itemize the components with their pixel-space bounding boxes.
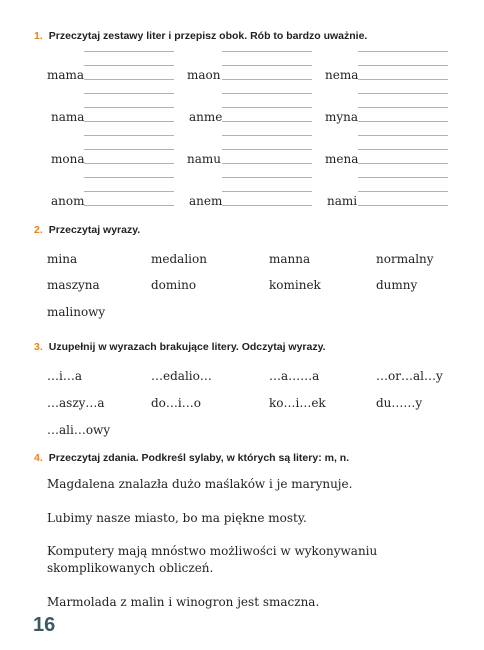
- writing-line: [358, 65, 448, 66]
- task-3-word: …a……a: [269, 369, 320, 383]
- task-3-word: …ali…owy: [47, 423, 111, 437]
- task-1-word: mena: [325, 152, 359, 166]
- task-1-word: nama: [51, 110, 85, 124]
- task-2-word: malinowy: [47, 305, 106, 319]
- writing-line: [222, 65, 312, 66]
- writing-line: [222, 51, 312, 52]
- writing-line: [358, 205, 448, 206]
- writing-line: [222, 121, 312, 122]
- task-3-heading: [34, 341, 326, 353]
- writing-line: [358, 135, 448, 136]
- task-4-number: 4.: [34, 452, 43, 464]
- task-4-sentence: Komputery mają mnóstwo możliwości w wykonywaniu skomplikowanych obliczeń.: [47, 544, 378, 575]
- writing-line: [84, 65, 174, 66]
- writing-line: [84, 163, 174, 164]
- task-1-word: mama: [47, 68, 85, 82]
- task-3-word: du……y: [376, 396, 423, 410]
- writing-line: [358, 191, 448, 192]
- writing-line: [222, 177, 312, 178]
- writing-line: [84, 191, 174, 192]
- page-number: 16: [33, 614, 56, 636]
- task-4-sentence: Magdalena znalazła dużo maślaków i je marynuje.: [47, 477, 353, 491]
- task-2-word: dumny: [376, 278, 418, 292]
- writing-line: [222, 205, 312, 206]
- task-1-word: anem: [189, 194, 223, 208]
- task-3-word: …edalio…: [151, 369, 212, 383]
- task-1-word: namu: [187, 152, 221, 166]
- writing-line: [84, 93, 174, 94]
- task-1-word: anom: [51, 194, 85, 208]
- task-1-number: 1.: [34, 30, 43, 42]
- task-1-word: nami: [327, 194, 358, 208]
- task-3-word: …aszy…a: [47, 396, 105, 410]
- task-4-sentence: Marmolada z malin i winogron jest smaczna.: [47, 595, 320, 609]
- writing-line: [222, 191, 312, 192]
- writing-line: [222, 135, 312, 136]
- writing-line: [84, 149, 174, 150]
- task-4-heading: [34, 452, 349, 464]
- task-2-word: mina: [47, 252, 78, 266]
- writing-line: [358, 93, 448, 94]
- writing-line: [358, 79, 448, 80]
- task-3-word: do…i…o: [151, 396, 201, 410]
- writing-line: [358, 163, 448, 164]
- task-1-word: maon: [187, 68, 221, 82]
- task-2-word: manna: [269, 252, 311, 266]
- writing-line: [358, 149, 448, 150]
- task-2-word: normalny: [376, 252, 434, 266]
- writing-line: [358, 177, 448, 178]
- task-3-instruction: Uzupełnij w wyrazach brakujące litery. Odczytaj wyrazy.: [48, 341, 326, 353]
- task-2-number: 2.: [34, 224, 43, 236]
- writing-line: [358, 107, 448, 108]
- task-3-number: 3.: [34, 341, 43, 353]
- writing-line: [84, 79, 174, 80]
- task-2-heading: [34, 224, 140, 236]
- task-4-sentence: Lubimy nasze miasto, bo ma piękne mosty.: [47, 511, 307, 525]
- task-3-word: ko…i…ek: [269, 396, 326, 410]
- task-1-word: myna: [325, 110, 359, 124]
- task-2-word: maszyna: [47, 278, 100, 292]
- task-1-word: anme: [189, 110, 223, 124]
- task-1-heading: [34, 30, 367, 42]
- task-1-word: mona: [51, 152, 85, 166]
- writing-line: [222, 79, 312, 80]
- task-2-word: kominek: [269, 278, 321, 292]
- task-2-word: domino: [151, 278, 197, 292]
- writing-line: [358, 121, 448, 122]
- writing-line: [222, 107, 312, 108]
- task-3-word: …or…al…y: [376, 369, 443, 383]
- task-4-letters: m, n.: [324, 452, 350, 464]
- writing-line: [84, 177, 174, 178]
- task-2-instruction: Przeczytaj wyrazy.: [48, 224, 141, 236]
- task-1-instruction: Przeczytaj zestawy liter i przepisz obok. Rób to bardzo uważnie.: [48, 30, 368, 42]
- task-2-word: medalion: [151, 252, 207, 266]
- writing-line: [222, 93, 312, 94]
- writing-line: [222, 149, 312, 150]
- writing-line: [84, 107, 174, 108]
- writing-line: [84, 121, 174, 122]
- task-1-word: nema: [325, 68, 359, 82]
- writing-line: [84, 205, 174, 206]
- writing-line: [84, 135, 174, 136]
- task-4-instruction: Przeczytaj zdania. Podkreśl sylaby, w których są litery:: [48, 452, 322, 464]
- writing-line: [84, 51, 174, 52]
- task-3-word: …i…a: [47, 369, 82, 383]
- writing-line: [358, 51, 448, 52]
- writing-line: [222, 163, 312, 164]
